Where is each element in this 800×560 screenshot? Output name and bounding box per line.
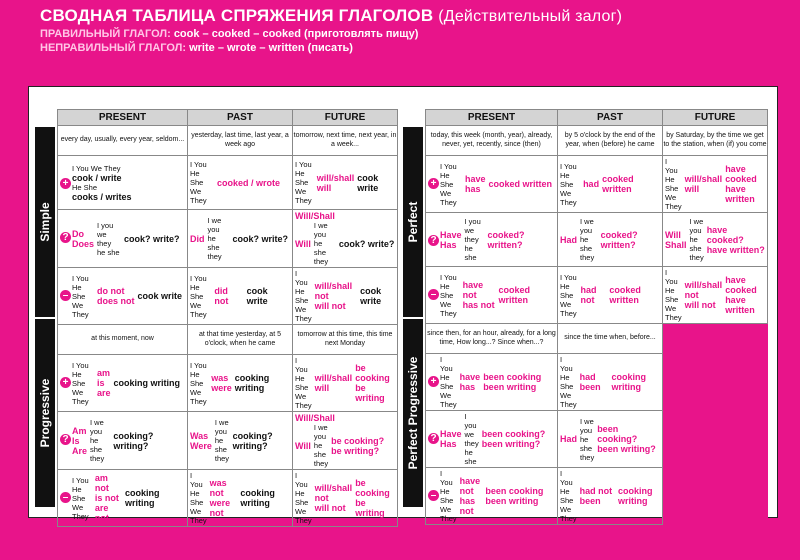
plus-sign-icon: + [428,376,439,387]
aux-verb: Do [72,228,84,239]
aux-verb: will/shall [684,174,723,184]
note-perfect-future: by Saturday, by the time we get to the station, when (if) you come [663,126,768,156]
note-progressive-past: at that time yesterday, at 5 o'clock, when he came [188,325,293,355]
conjugation-board [28,86,778,525]
note-perfect-progressive-present: since then, for an hour, already, for a long time, How long...? Since when...? [426,324,558,354]
aux-verb: had not been [579,486,613,506]
minus-sign-icon: – [60,290,71,301]
perfect-future-q [663,213,768,267]
pronouns: I You He She We They [295,269,312,323]
verb-form: cooking writing [234,373,270,393]
simple-future-pos [293,156,398,210]
simple-present-neg [58,268,188,325]
progressive-positive-row [58,355,398,412]
pronouns: I You He She We They [72,273,89,319]
verb-form: cooked / wrote [217,177,281,188]
perfect-past-neg [558,267,663,324]
aux-verb: is not [94,493,119,503]
aux-verb: was [211,373,229,383]
aux-verb: has [465,184,481,194]
verb-form: cook write [137,291,183,301]
aux-verb: Will [665,229,681,240]
progressive-present-q [58,412,188,470]
perfect-progressive-past-neg [558,468,663,525]
progressive-negative-row [58,470,398,527]
aux-verb: will [314,383,330,393]
pronouns: I we you he she they [90,418,105,463]
verb-form: cooking writing [240,488,275,508]
minus-sign-icon: – [428,289,439,300]
simple-past-neg [188,268,293,325]
aux-verb: Will [295,440,311,451]
pronouns: I You He She We They [560,469,577,523]
progressive-past-pos [188,355,293,412]
verb-form: be cooking be writing [355,478,390,518]
aux-verb: are not [94,503,109,523]
verb-form: be cooking? be writing? [331,435,385,456]
verb-form: been cooking? been writing? [597,424,656,454]
aux-verb: Am [72,425,87,436]
aux-verb: does not [97,296,135,306]
simple-present-pos [58,156,188,210]
perfect-past-pos [558,156,663,213]
verb-form: cook write [360,286,382,306]
simple-future-q [293,210,398,268]
group-progressive-label: Progressive [38,378,52,448]
regular-label: ПРАВИЛЬНЫЙ ГЛАГОЛ: [40,28,171,40]
pronouns: I You He She We They [190,160,207,205]
left-table [57,109,398,527]
pronouns: I we you he she they [689,217,704,262]
simple-present-q [58,210,188,268]
perfect-present-q [426,213,558,267]
verb-form: cooking writing [611,372,647,392]
verb-form: been cooking been writing [485,486,544,506]
aux-verb: Does [72,238,95,249]
page-title [40,6,780,26]
perfect-positive-row [426,156,768,213]
col-past: PAST [558,110,663,126]
aux-verb: Shall [665,239,687,250]
minus-sign-icon: – [60,492,71,503]
pronouns: I You He She We They [560,161,577,207]
verb-form: cooked? written? [600,229,638,250]
note-simple-present: every day, usually, every year, seldom... [58,126,188,156]
pronouns: I You He She We They [295,356,312,410]
progressive-present-pos [58,355,188,412]
aux-verb: Has [440,439,457,449]
verb-form: cooking writing [618,486,653,506]
note-perfect-past: by 5 o'clock by the end of the year, when (before) he came [558,126,663,156]
verb-form: cooked written [488,179,553,189]
aux-verb: have not [459,476,481,496]
verb-form: cooking writing [113,378,181,388]
group-perfect-progressive [403,319,423,507]
aux-verb: Was [190,430,209,441]
verb-form: have cooked have written [725,164,757,204]
pronouns: I we you he she they [580,416,595,462]
verb-form: cook? write? [338,238,395,249]
perfect-progressive-past-q [558,411,663,468]
pronouns: I You He She We They [72,360,89,406]
perfect-future-neg [663,267,768,324]
verb-form: cook write [357,172,379,193]
aux-verb: am [97,368,111,378]
aux-verb: have [465,174,486,184]
aux-verb: will [684,184,700,194]
verb-form: cooked? written? [487,229,525,250]
aux-verb: do not [97,286,125,296]
col-future: FUTURE [663,110,768,126]
regular-verb-line [40,28,780,40]
aux-verb: had [583,179,600,189]
progressive-future-q [293,412,398,470]
pronouns: I You He She We They [440,161,457,207]
pronouns: I you we they he she [97,220,120,257]
group-simple [35,127,55,317]
group-simple-label: Simple [38,202,52,242]
perfect-past-q [558,213,663,267]
perfect-progressive-present-neg [426,468,558,525]
pronouns: I You He She We They [440,272,457,318]
pronouns: I we you he she they [214,418,230,463]
plus-sign-icon: + [60,178,71,189]
verb-form: have cooked have written [725,275,757,315]
pronouns: I we you he she they [580,217,595,262]
simple-past-q [188,210,293,268]
pronouns: I You He She We They [665,268,682,322]
pronouns: He She [72,182,98,192]
verb-form: cooks / writes [72,191,132,202]
group-perfect-progressive-label: Perfect Progressive [406,356,420,470]
verb-form: cook write [246,286,268,306]
pronouns: I You He She We They [295,160,312,205]
perfect-progressive-present-pos [426,354,558,411]
perfect-negative-row [426,267,768,324]
aux-verb: had been [579,372,601,392]
irregular-label: НЕПРАВИЛЬНЫЙ ГЛАГОЛ: [40,42,187,54]
title-main: СВОДНАЯ ТАБЛИЦА СПРЯЖЕНИЯ ГЛАГОЛОВ [40,6,434,25]
aux-verb: have not [462,280,484,300]
progressive-future-neg [293,470,398,527]
aux-verb: have [459,372,481,382]
question-sign-icon: ? [60,232,71,243]
perfect-future-pos [663,156,768,213]
aux-verb: Have [440,229,462,240]
aux-verb: will/shall not [314,483,353,503]
pronouns: I You He She We They [190,471,207,525]
plus-sign-icon: + [428,178,439,189]
aux-verb: Will/Shall [295,413,335,423]
pronouns: I you we they he she [464,217,481,262]
perfect-present-neg [426,267,558,324]
aux-verb: Have [440,429,462,439]
pronouns: I You He She We They [190,360,207,406]
regular-value: cook – cooked – cooked (приготовлять пищу) [173,28,419,40]
aux-verb: was not [209,478,227,498]
progressive-present-neg [58,470,188,527]
group-perfect [403,127,423,317]
aux-verb: will/shall not [684,280,723,300]
aux-verb: Are [72,445,88,456]
aux-verb: were [211,383,232,393]
pronouns: I we you he she they [313,423,329,468]
simple-question-row [58,210,398,268]
pronouns: I You He She We They [72,475,89,521]
aux-verb: Were [190,440,212,451]
aux-verb: were not [209,498,231,518]
pronouns: I You He She We They [665,157,682,211]
verb-form: cooked written [609,285,641,305]
aux-verb: am not [94,473,109,493]
title-sub: (Действительный залог) [438,8,623,25]
minus-sign-icon: – [428,490,439,501]
aux-verb: will/shall [316,172,355,183]
pronouns: I you we they he she [464,412,479,466]
aux-verb: had not [580,285,597,305]
aux-verb: has not [459,496,476,516]
progressive-future-pos [293,355,398,412]
pronouns: I You We They [72,163,121,173]
verb-form: cooked written [602,174,634,194]
aux-verb: Had [560,234,578,245]
aux-verb: Had [560,434,578,444]
verb-form: been cooking? been writing? [481,429,546,449]
question-sign-icon: ? [60,434,71,445]
note-perfect-present: today, this week (month, year), already, never, yet, recently, since (then) [426,126,558,156]
aux-verb: Is [72,435,80,446]
verb-form: cooking writing [124,488,160,508]
pronouns: I You He She We They [440,469,457,523]
pronouns: I we you he she they [313,221,329,266]
pronouns: I You He She We They [295,471,312,525]
col-past: PAST [188,110,293,126]
irregular-value: write – wrote – written (писать) [189,42,353,54]
pronouns: I You He She We They [560,272,577,318]
perfect-progressive-present-q [426,411,558,468]
aux-verb: will/shall not [314,281,353,301]
note-perfect-progressive-past: since the time when, before... [558,324,663,354]
verb-form: cooking? writing? [113,430,154,451]
aux-verb: is [97,378,105,388]
col-future: FUTURE [293,110,398,126]
irregular-verb-line [40,42,780,54]
perfect-progressive-past-pos [558,354,663,411]
aux-verb: Will/Shall [295,211,335,221]
aux-verb: will not [314,301,346,311]
group-progressive [35,319,55,507]
simple-future-neg [293,268,398,325]
progressive-past-neg [188,470,293,527]
aux-verb: will not [314,503,346,513]
col-present: PRESENT [426,110,558,126]
verb-form: cook? write? [232,233,289,244]
plus-sign-icon: + [60,377,71,388]
aux-verb: are [97,388,111,398]
empty-future-cell [663,324,768,525]
question-sign-icon: ? [428,235,439,246]
col-present: PRESENT [58,110,188,126]
pronouns: I You He She We They [440,355,457,409]
aux-verb: has [459,382,476,392]
pronouns: I You He She We They [190,273,207,319]
simple-negative-row [58,268,398,325]
aux-verb: will [316,182,332,193]
header [40,6,780,54]
group-perfect-label: Perfect [406,201,420,243]
aux-verb: will not [684,300,716,310]
aux-verb: has not [462,300,495,310]
simple-past-pos [188,156,293,210]
verb-form: cooking? writing? [232,430,273,451]
aux-verb: did not [214,286,229,306]
verb-form: have cooked? have written? [706,224,765,255]
verb-form: be cooking be writing [355,363,390,403]
perfect-present-pos [426,156,558,213]
verb-form: been cooking been writing [483,372,542,392]
note-simple-future: tomorrow, next time, next year, in a week... [293,126,398,156]
aux-verb: will/shall [314,373,353,383]
question-sign-icon: ? [428,433,439,444]
right-table [425,109,768,525]
aux-verb: Will [295,238,311,249]
pronouns: I we you he she they [207,216,222,261]
aux-verb: Did [190,233,205,244]
simple-positive-row [58,156,398,210]
note-progressive-future: tomorrow at this time, this time next Monday [293,325,398,355]
note-simple-past: yesterday, last time, last year, a week ago [188,126,293,156]
perfect-question-row [426,213,768,267]
progressive-past-q [188,412,293,470]
verb-form: cook? write? [124,233,180,244]
verb-form: cook / write [72,172,122,183]
verb-form: cooked written [498,285,531,305]
pronouns: I You He She We They [560,355,577,409]
progressive-question-row [58,412,398,470]
note-progressive-present: at this moment, now [58,325,188,355]
aux-verb: Has [440,239,457,250]
